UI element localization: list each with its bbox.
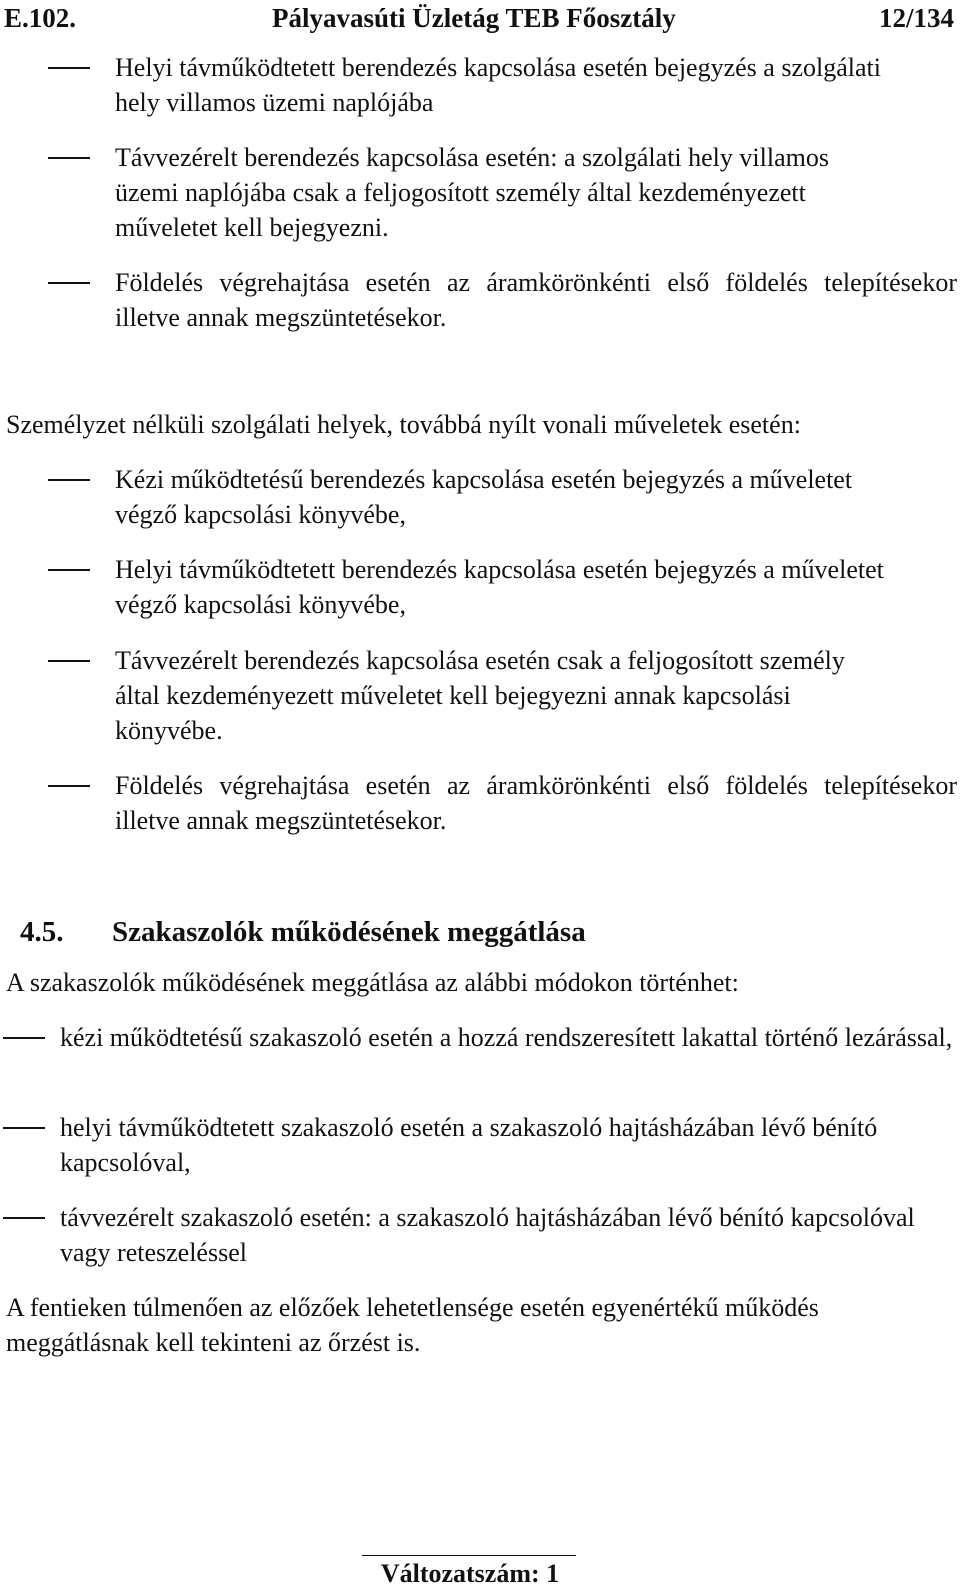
section-title: Szakaszolók működésének meggátlása — [112, 916, 586, 948]
list-item-text: helyi távműködtetett szakaszoló esetén a szakaszoló hajtásházában lévő bénító kapcsolóval, — [60, 1113, 878, 1177]
dash-bullet — [3, 1217, 45, 1219]
page-header — [4, 0, 954, 36]
list-item-text: Földelés végrehajtása esetén az áramkörönkénti első földelés telepítésekor illetve annak megszüntetésekor. — [115, 771, 957, 835]
closing-paragraph: A fentieken túlmenően az előzőek lehetetlensége esetén egyenértékű működés meggátlásnak kell tekinteni az őrzést is. — [6, 1293, 819, 1357]
version-footer: Változatszám: 1 — [380, 1559, 560, 1588]
section-number: 4.5. — [20, 916, 64, 948]
dash-bullet — [48, 569, 90, 571]
section-intro: A szakaszolók működésének meggátlása az alábbi módokon történhet: — [6, 968, 739, 997]
list-item-text: Távvezérelt berendezés kapcsolása esetén csak a feljogosított személy által kezdeményezett műveletet kell bejegyezni annak kapcsolási könyvébe. — [115, 646, 845, 745]
organization-name: Pályavasúti Üzletág TEB Főosztály — [272, 3, 676, 33]
paragraph-intro: Személyzet nélküli szolgálati helyek, továbbá nyílt vonali műveletek esetén: — [6, 410, 801, 439]
list-item-text: Földelés végrehajtása esetén az áramkörönkénti első földelés telepítésekor illetve annak megszüntetésekor. — [115, 268, 957, 332]
dash-bullet — [48, 660, 90, 662]
list-item-text: távvezérelt szakaszoló esetén: a szakaszoló hajtásházában lévő bénító kapcsolóval vagy reteszeléssel — [60, 1203, 915, 1267]
dash-bullet — [3, 1127, 45, 1129]
list-item-text: Távvezérelt berendezés kapcsolása esetén: a szolgálati hely villamos üzemi naplójába csak a feljogosított személy által kezdeményezett műveletet kell bejegyezni. — [115, 143, 829, 242]
dash-bullet — [48, 157, 90, 159]
list-item-text: Helyi távműködtetett berendezés kapcsolása esetén bejegyzés a szolgálati hely villamos üzemi naplójába — [115, 53, 881, 117]
page-number: 12/134 — [878, 3, 954, 33]
document-code: E.102. — [4, 3, 77, 33]
list-item-text: Kézi működtetésű berendezés kapcsolása esetén bejegyzés a műveletet végző kapcsolási könyvébe, — [115, 465, 853, 529]
dash-bullet — [48, 67, 90, 69]
list-item-text: kézi működtetésű szakaszoló esetén a hozzá rendszeresített lakattal történő lezárással, — [60, 1023, 953, 1052]
dash-bullet — [48, 479, 90, 481]
dash-bullet — [48, 282, 90, 284]
list-item-text: Helyi távműködtetett berendezés kapcsolása esetén bejegyzés a műveletet végző kapcsolási könyvébe, — [115, 555, 884, 619]
dash-bullet — [3, 1037, 45, 1039]
dash-bullet — [48, 785, 90, 787]
